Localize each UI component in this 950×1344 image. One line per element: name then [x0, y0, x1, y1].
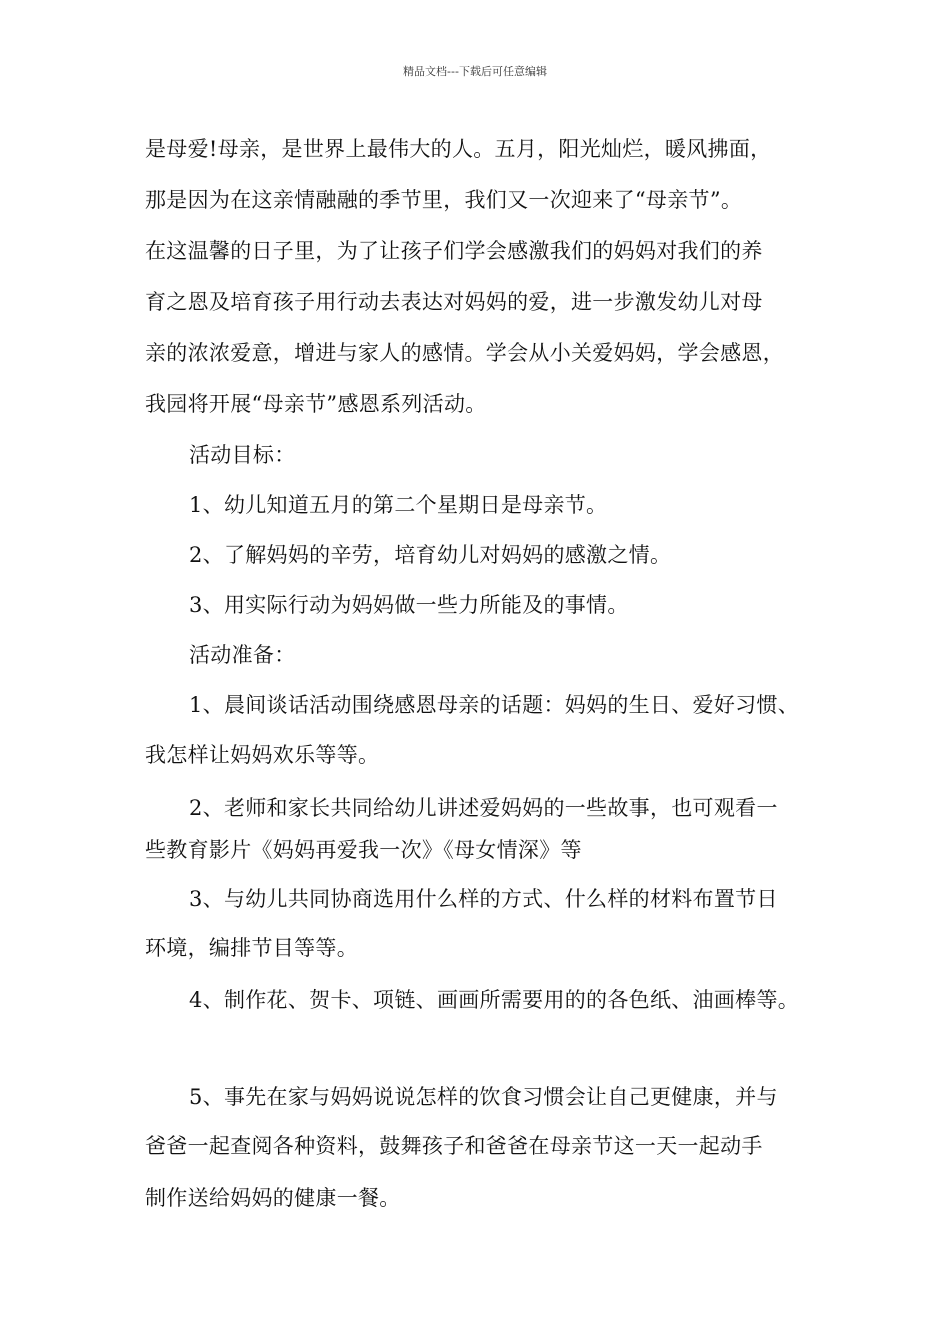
text-line: 在这温馨的日子里，为了让孩子们学会感激我们的妈妈对我们的养: [145, 239, 763, 263]
text-line: 环境，编排节目等等。: [145, 936, 358, 960]
list-item: 1、晨间谈话活动围绕感恩母亲的话题：妈妈的生日、爱好习惯、: [189, 693, 800, 717]
text-line: 我怎样让妈妈欢乐等等。: [145, 743, 380, 767]
text-line: 爸爸一起查阅各种资料，鼓舞孩子和爸爸在母亲节这一天一起动手: [145, 1134, 763, 1158]
text-line: 育之恩及培育孩子用行动去表达对妈妈的爱，进一步激发幼儿对母: [145, 290, 763, 314]
list-item: 5、事先在家与妈妈说说怎样的饮食习惯会让自己更健康，并与: [189, 1085, 778, 1109]
list-item: 4、制作花、贺卡、项链、画画所需要用的的各色纸、油画棒等。: [189, 988, 800, 1012]
text-line: 那是因为在这亲情融融的季节里，我们又一次迎来了“母亲节”。: [145, 188, 743, 212]
text-line: 亲的浓浓爱意，增进与家人的感情。学会从小关爱妈妈，学会感恩，: [145, 341, 784, 365]
text-line: 些教育影片《妈妈再爱我一次》《母女情深》等: [145, 838, 582, 862]
text-line: 我园将开展“母亲节”感恩系列活动。: [145, 392, 487, 416]
list-item: 3、用实际行动为妈妈做一些力所能及的事情。: [189, 593, 629, 617]
text-line: 制作送给妈妈的健康一餐。: [145, 1186, 401, 1210]
text-line: 是母爱!母亲，是世界上最伟大的人。五月，阳光灿烂，暖风拂面，: [145, 137, 772, 161]
section-heading: 活动目标：: [189, 443, 296, 467]
list-item: 2、了解妈妈的辛劳，培育幼儿对妈妈的感激之情。: [189, 543, 672, 567]
list-item: 1、幼儿知道五月的第二个星期日是母亲节。: [189, 493, 608, 517]
section-heading: 活动准备：: [189, 643, 296, 667]
page-header: 精品文档---下载后可任意编辑: [403, 65, 547, 78]
list-item: 2、老师和家长共同给幼儿讲述爱妈妈的一些故事，也可观看一: [189, 796, 778, 820]
list-item: 3、与幼儿共同协商选用什么样的方式、什么样的材料布置节日: [189, 887, 778, 911]
